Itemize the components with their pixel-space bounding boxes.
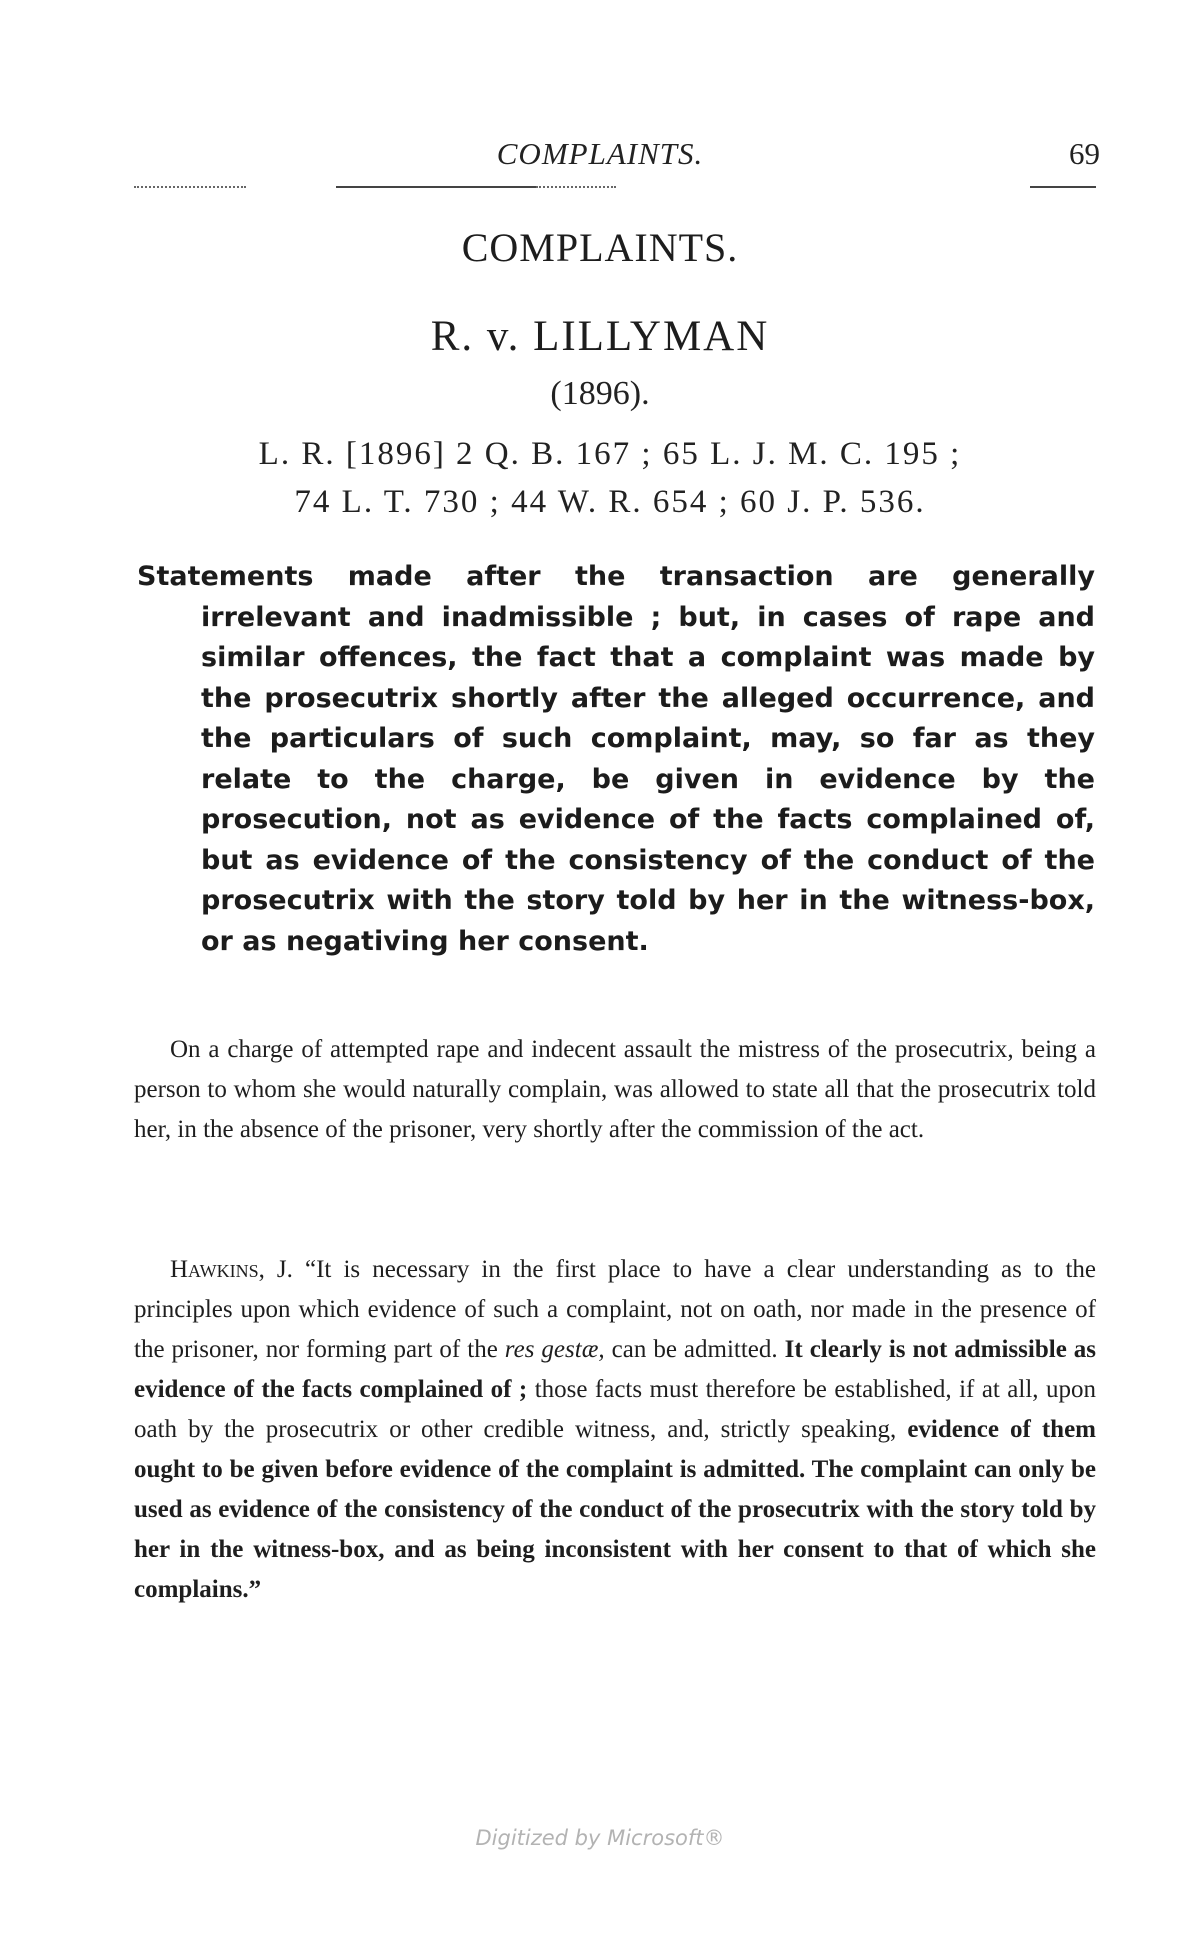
judge-name: Hawkins, J. <box>170 1256 293 1283</box>
case-citations <box>150 430 1070 526</box>
header-rule-center-dotted <box>536 186 616 188</box>
case-name: R. v. LILLYMAN <box>430 313 770 360</box>
header-rule-right <box>1030 186 1096 188</box>
judgment-paragraph <box>134 1250 1096 1610</box>
running-title: COMPLAINTS. <box>496 136 704 171</box>
judgment-text-2: can be admitted. <box>611 1336 778 1363</box>
page-number: 69 <box>1069 136 1100 171</box>
running-header <box>0 136 1200 176</box>
latin-phrase: res gestæ, <box>504 1336 605 1363</box>
case-year: (1896). <box>550 375 650 412</box>
judgment-text-3: those facts must therefore be established, if at all, upon oath by the prosecutrix or other credible witness, and, strictly speaking, <box>134 1376 1096 1443</box>
judgment-text-1: “It is necessary in the first place to have a clear understanding as to the principles upon which evidence of such a complaint, not on oath, nor made in the presence of the prisoner, nor forming part of the <box>134 1256 1097 1363</box>
header-rule-center <box>336 186 536 188</box>
section-title: COMPLAINTS. <box>461 225 739 270</box>
citation-line-2: 74 L. T. 730 ; 44 W. R. 654 ; 60 J. P. 536. <box>294 484 926 520</box>
digitization-watermark: Digitized by Microsoft® <box>475 1826 725 1850</box>
judgment-emphasis-2: evidence of them ought to be given before evidence of the complaint is admitted. The complaint can only be used as evidence of the consistency of the conduct of the prosecutrix with the story told by her in the witness-box, and as being inconsistent with her consent to that of which she complains.” <box>134 1416 1096 1603</box>
header-rule-left <box>134 186 246 188</box>
headnote: Statements made after the transaction are generally irrelevant and inadmissible ; but, in cases of rape and similar offences, the fact that a complaint was made by the prosecutrix shortly after the alleged occurrence, and the particulars of such complaint, may, so far as they relate to the charge, be given in evidence by the prosecution, not as evidence of the facts complained of, but as evidence of the consistency of the conduct of the prosecutrix with the story told by her in the witness-box, or as negativing her consent. <box>137 561 1095 957</box>
judgment-emphasis-1: It clearly is not admissible as evidence of the facts complained of ; <box>134 1336 1097 1403</box>
citation-line-1: L. R. [1896] 2 Q. B. 167 ; 65 L. J. M. C. 195 ; <box>258 436 962 472</box>
facts-paragraph: On a charge of attempted rape and indecent assault the mistress of the prosecutrix, being a person to whom she would naturally complain, was allowed to state all that the prosecutrix told her, in the absence of the prisoner, very shortly after the commission of the act. <box>134 1036 1096 1143</box>
